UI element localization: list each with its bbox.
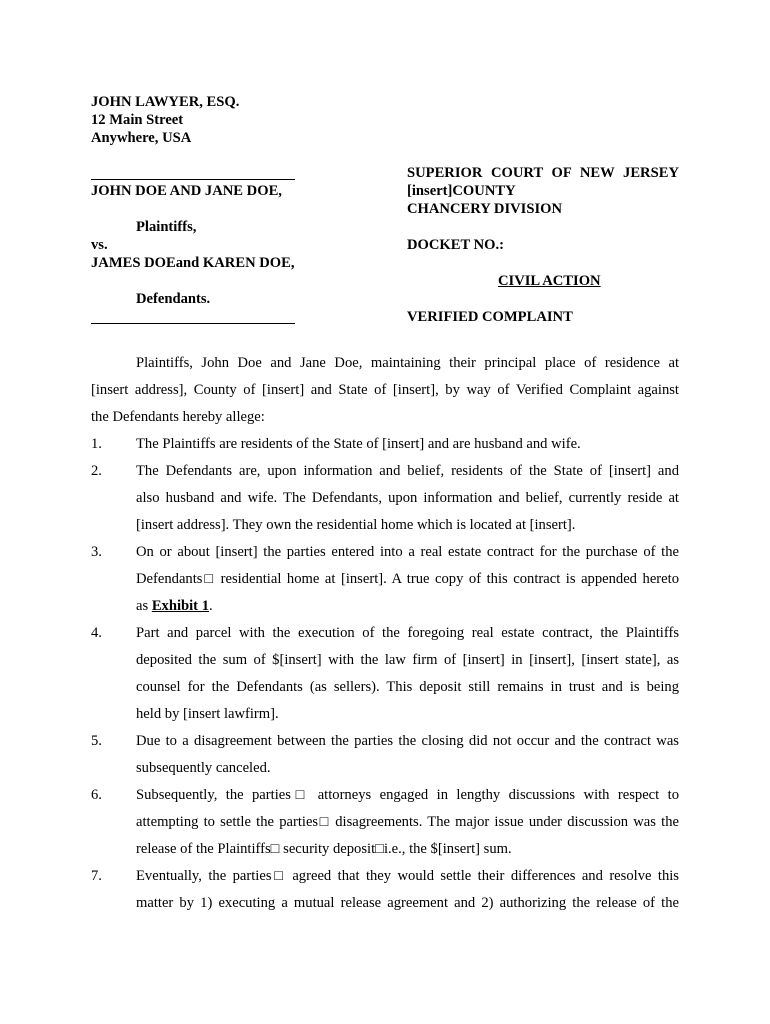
paragraph-number: 4. — [91, 625, 102, 641]
paragraph-line: held by [insert lawfirm]. — [136, 706, 279, 722]
paragraph-line: Due to a disagreement between the parties the closing did not occur and the contract was — [136, 733, 679, 749]
paragraph-line: Subsequently, the parties□ attorneys engaged in lengthy discussions with respect to — [136, 787, 679, 803]
paragraph-number: 1. — [91, 436, 102, 452]
paragraph-number: 6. — [91, 787, 102, 803]
paragraph-line: [insert address]. They own the residential home which is located at [insert]. — [136, 517, 576, 533]
defendants-names: JAMES DOEand KAREN DOE, — [91, 255, 295, 271]
paragraph-line: subsequently canceled. — [136, 760, 271, 776]
intro-line-1: Plaintiffs, John Doe and Jane Doe, maintaining their principal place of residence at — [136, 355, 679, 371]
paragraph-line: Defendants□ residential home at [insert]. A true copy of this contract is appended hereto — [136, 571, 679, 587]
defendants-role: Defendants. — [136, 291, 211, 307]
paragraph-line — [136, 598, 213, 615]
intro-line-3: the Defendants hereby allege: — [91, 409, 265, 425]
paragraph-line: deposited the sum of $[insert] with the law firm of [insert] in [insert], [insert state], as — [136, 652, 679, 668]
paragraph-line: release of the Plaintiffs□ security deposit□i.e., the $[insert] sum. — [136, 841, 512, 857]
paragraph-line: The Defendants are, upon information and belief, residents of the State of [insert] and — [136, 463, 679, 479]
caption-bottom-rule — [91, 323, 295, 324]
attorney-name: JOHN LAWYER, ESQ. — [91, 94, 240, 110]
exhibit-prefix: as — [136, 598, 152, 614]
paragraph-number: 5. — [91, 733, 102, 749]
versus-label: vs. — [91, 237, 108, 253]
document-title: VERIFIED COMPLAINT — [407, 309, 573, 325]
exhibit-suffix: . — [209, 598, 213, 614]
plaintiffs-names: JOHN DOE AND JANE DOE, — [91, 183, 282, 199]
paragraph-line: also husband and wife. The Defendants, upon information and belief, currently reside at — [136, 490, 679, 506]
attorney-city: Anywhere, USA — [91, 130, 192, 146]
paragraph-number: 2. — [91, 463, 102, 479]
paragraph-line: On or about [insert] the parties entered into a real estate contract for the purchase of the — [136, 544, 679, 560]
paragraph-line: matter by 1) executing a mutual release agreement and 2) authorizing the release of the — [136, 895, 679, 911]
court-name: SUPERIOR COURT OF NEW JERSEY — [407, 165, 679, 181]
court-division: CHANCERY DIVISION — [407, 201, 563, 217]
paragraph-line: attempting to settle the parties□ disagreements. The major issue under discussion was the — [136, 814, 679, 830]
paragraph-number: 3. — [91, 544, 102, 560]
paragraph-line: Eventually, the parties□ agreed that they would settle their differences and resolve this — [136, 868, 679, 884]
paragraph-line: Part and parcel with the execution of the foregoing real estate contract, the Plaintiffs — [136, 625, 679, 641]
paragraph-line: counsel for the Defendants (as sellers). This deposit still remains in trust and is being — [136, 679, 679, 695]
exhibit-1-reference: Exhibit 1 — [151, 598, 209, 614]
paragraph-number: 7. — [91, 868, 102, 884]
caption-top-rule — [91, 179, 295, 180]
court-county: [insert]COUNTY — [407, 183, 516, 199]
intro-line-2: [insert address], County of [insert] and State of [insert], by way of Verified Complaint against — [91, 382, 679, 398]
paragraph-line: The Plaintiffs are residents of the State of [insert] and are husband and wife. — [136, 436, 581, 452]
docket-number: DOCKET NO.: — [407, 237, 505, 253]
plaintiffs-role: Plaintiffs, — [136, 219, 197, 235]
civil-action-label: CIVIL ACTION — [498, 273, 601, 289]
attorney-street: 12 Main Street — [91, 112, 184, 128]
